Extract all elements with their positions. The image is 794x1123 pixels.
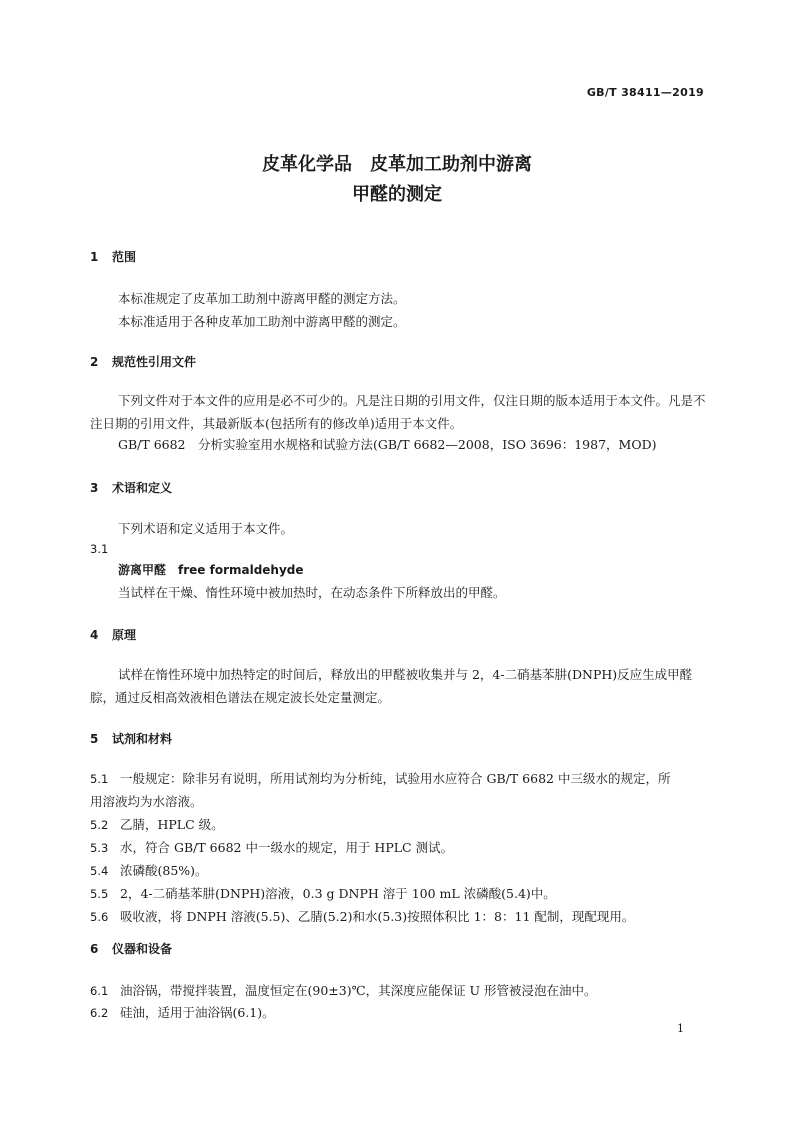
section-number: 6	[90, 942, 99, 956]
clause-continuation: 用溶液均为水溶液。	[90, 794, 203, 809]
term-english: free formaldehyde	[178, 563, 304, 577]
section-title: 试剂和材料	[112, 732, 173, 746]
paragraph: 本标准规定了皮革加工助剂中游离甲醛的测定方法。	[118, 291, 406, 306]
section-title: 术语和定义	[112, 481, 173, 495]
page-number: 1	[677, 1022, 684, 1035]
clause-number: 5.2	[90, 818, 109, 832]
clause-6-2	[90, 1003, 275, 1021]
section-number: 5	[90, 732, 99, 746]
section-4-heading	[90, 626, 136, 643]
paragraph: 下列文件对于本文件的应用是必不可少的。凡是注日期的引用文件，仅注日期的版本适用于本文件。凡是不注日期的引用文件，其最新版本(包括所有的修改单)适用于本文件。	[90, 393, 706, 431]
clause-number: 6.1	[90, 984, 109, 998]
clause-number: 5.3	[90, 841, 109, 855]
paragraph: 试样在惰性环境中加热特定的时间后，释放出的甲醛被收集并与 2，4-二硝基苯肼(DNPH)反应生成甲醛腙，通过反相高效液相色谱法在规定波长处定量测定。	[90, 667, 693, 705]
normative-reference: GB/T 6682 分析实验室用水规格和试验方法(GB/T 6682—2008，ISO 3696：1987，MOD)	[118, 437, 657, 452]
section-1-heading	[90, 248, 136, 265]
section-number: 4	[90, 628, 99, 642]
section-5-heading	[90, 730, 172, 747]
section-title: 规范性引用文件	[112, 355, 197, 369]
clause-text: 浓磷酸(85%)。	[120, 863, 208, 878]
clause-text: 吸收液，将 DNPH 溶液(5.5)、乙腈(5.2)和水(5.3)按照体积比 1：8：11 配制，现配现用。	[120, 909, 635, 924]
clause-number: 5.1	[90, 772, 109, 786]
clause-5-3	[90, 838, 453, 856]
section-2-heading	[90, 353, 196, 370]
clause-number: 5.6	[90, 910, 109, 924]
term-heading	[118, 561, 304, 578]
clause-number: 5.5	[90, 887, 109, 901]
section-3-heading	[90, 479, 172, 496]
section-6-heading	[90, 940, 172, 957]
section-number: 1	[90, 250, 99, 264]
clause-number: 6.2	[90, 1006, 109, 1020]
clause-text: 一般规定：除非另有说明，所用试剂均为分析纯，试验用水应符合 GB/T 6682 中三级水的规定，所	[120, 771, 671, 786]
clause-5-6	[90, 907, 634, 925]
clause-text: 油浴锅，带搅拌装置，温度恒定在(90±3)℃，其深度应能保证 U 形管被浸泡在油中。	[120, 983, 597, 998]
term-number: 3.1	[90, 542, 109, 556]
clause-5-1	[90, 769, 670, 787]
term-chinese: 游离甲醛	[118, 563, 167, 577]
standard-number: GB/T 38411—2019	[586, 86, 704, 99]
section-number: 3	[90, 481, 99, 495]
document-title-line2: 甲醛的测定	[352, 184, 442, 205]
section-title: 范围	[112, 250, 137, 264]
paragraph: 下列术语和定义适用于本文件。	[118, 521, 294, 536]
term-definition: 当试样在干燥、惰性环境中被加热时，在动态条件下所释放出的甲醛。	[118, 585, 506, 600]
clause-text: 硅油，适用于油浴锅(6.1)。	[120, 1005, 275, 1020]
document-title-line1: 皮革化学品 皮革加工助剂中游离	[262, 154, 532, 175]
clause-5-2	[90, 815, 224, 833]
section-number: 2	[90, 355, 99, 369]
clause-text: 水，符合 GB/T 6682 中一级水的规定，用于 HPLC 测试。	[120, 840, 454, 855]
clause-number: 5.4	[90, 864, 109, 878]
clause-text: 乙腈，HPLC 级。	[120, 817, 224, 832]
clause-5-4	[90, 861, 208, 879]
section-title: 仪器和设备	[112, 942, 173, 956]
paragraph: 本标准适用于各种皮革加工助剂中游离甲醛的测定。	[118, 314, 406, 329]
clause-5-5	[90, 884, 556, 902]
section-title: 原理	[112, 628, 137, 642]
clause-6-1	[90, 981, 597, 999]
clause-text: 2，4-二硝基苯肼(DNPH)溶液，0.3 g DNPH 溶于 100 mL 浓磷酸(5.4)中。	[120, 886, 556, 901]
